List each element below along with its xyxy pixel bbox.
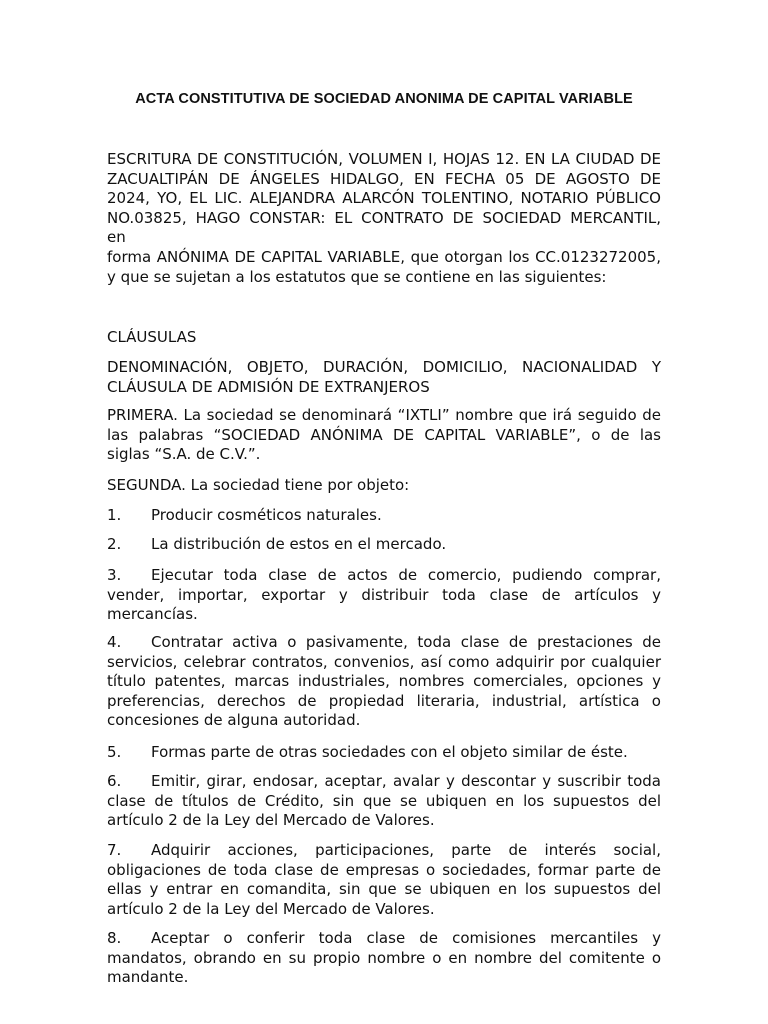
list-item [107, 929, 661, 988]
item-text: Ejecutar toda clase de actos de comercio, pudiendo comprar, [151, 566, 661, 584]
list-item [107, 743, 661, 763]
item-text: artículo 2 de la Ley del Mercado de Valores. [107, 811, 435, 830]
item-text: mandante. [107, 968, 189, 987]
item-text: vender, importar, exportar y distribuir toda clase de artículos y [107, 585, 661, 604]
item-number: 8. [107, 929, 122, 947]
item-text: servicios, celebrar contratos, convenios, así como adquirir por cualquier [107, 652, 661, 671]
item-text: título patentes, marcas industriales, nombres comerciales, opciones y [107, 672, 661, 691]
clause-line: PRIMERA. La sociedad se denominará “IXTLI” nombre que irá seguido de [107, 406, 661, 424]
item-text: Emitir, girar, endosar, aceptar, avalar y descontar y suscribir toda [151, 772, 661, 790]
item-text: Adquirir acciones, participaciones, parte de interés social, [151, 841, 661, 859]
clause-line: las palabras “SOCIEDAD ANÓNIMA DE CAPITAL VARIABLE”, o de las [107, 425, 661, 444]
item-text: artículo 2 de la Ley del Mercado de Valores. [107, 899, 435, 918]
item-number: 1. [107, 506, 122, 524]
intro-line: y que se sujetan a los estatutos que se contiene en las siguientes: [107, 267, 607, 286]
intro-line: en [107, 228, 126, 247]
section-heading [107, 358, 661, 397]
intro-paragraph [107, 150, 661, 287]
item-text: mandatos, obrando en su propio nombre o en nombre del comitente o [107, 948, 661, 967]
item-text: Aceptar o conferir toda clase de comisiones mercantiles y [151, 929, 661, 947]
intro-line: forma ANÓNIMA DE CAPITAL VARIABLE, que otorgan los CC.0123272005, [107, 247, 661, 266]
section-heading-line: DENOMINACIÓN, OBJETO, DURACIÓN, DOMICILIO, NACIONALIDAD Y [107, 358, 661, 376]
item-text: ellas y entrar en comandita, sin que se ubiquen en los supuestos del [107, 880, 661, 899]
clause-line: siglas “S.A. de C.V.”. [107, 445, 261, 464]
item-text: clase de títulos de Crédito, sin que se ubiquen en los supuestos del [107, 791, 661, 810]
list-item [107, 506, 661, 526]
item-text: preferencias, derechos de propiedad literaria, industrial, artística o [107, 691, 661, 710]
item-number: 2. [107, 535, 122, 553]
list-item [107, 841, 661, 919]
document-title: ACTA CONSTITUTIVA DE SOCIEDAD ANONIMA DE CAPITAL VARIABLE [135, 91, 633, 107]
item-number: 6. [107, 772, 122, 790]
clause-primera [107, 406, 661, 465]
list-item [107, 772, 661, 831]
item-number: 4. [107, 633, 122, 651]
list-item [107, 566, 661, 625]
list-item [107, 633, 661, 731]
item-text: Contratar activa o pasivamente, toda clase de prestaciones de [151, 633, 661, 651]
section-heading-line: CLÁUSULA DE ADMISIÓN DE EXTRANJEROS [107, 377, 430, 396]
item-text: concesiones de alguna autoridad. [107, 711, 361, 730]
item-number: 7. [107, 841, 122, 859]
item-text: La distribución de estos en el mercado. [151, 535, 447, 553]
intro-line: ZACUALTIPÁN DE ÁNGELES HIDALGO, EN FECHA 05 DE AGOSTO DE [107, 169, 661, 188]
item-text: obligaciones de toda clase de empresas o sociedades, formar parte de [107, 860, 661, 879]
clausulas-heading: CLÁUSULAS [107, 328, 197, 346]
intro-line: NO.03825, HAGO CONSTAR: EL CONTRATO DE SOCIEDAD MERCANTIL, [107, 208, 661, 227]
intro-line: ESCRITURA DE CONSTITUCIÓN, VOLUMEN I, HOJAS 12. EN LA CIUDAD DE [107, 150, 661, 168]
item-number: 3. [107, 566, 122, 584]
intro-line: 2024, YO, EL LIC. ALEJANDRA ALARCÓN TOLENTINO, NOTARIO PÚBLICO [107, 189, 661, 208]
item-text: Formas parte de otras sociedades con el objeto similar de éste. [151, 743, 628, 761]
clause-segunda: SEGUNDA. La sociedad tiene por objeto: [107, 476, 410, 494]
item-text: mercancías. [107, 605, 198, 624]
item-number: 5. [107, 743, 122, 761]
item-text: Producir cosméticos naturales. [151, 506, 382, 524]
list-item [107, 535, 661, 555]
